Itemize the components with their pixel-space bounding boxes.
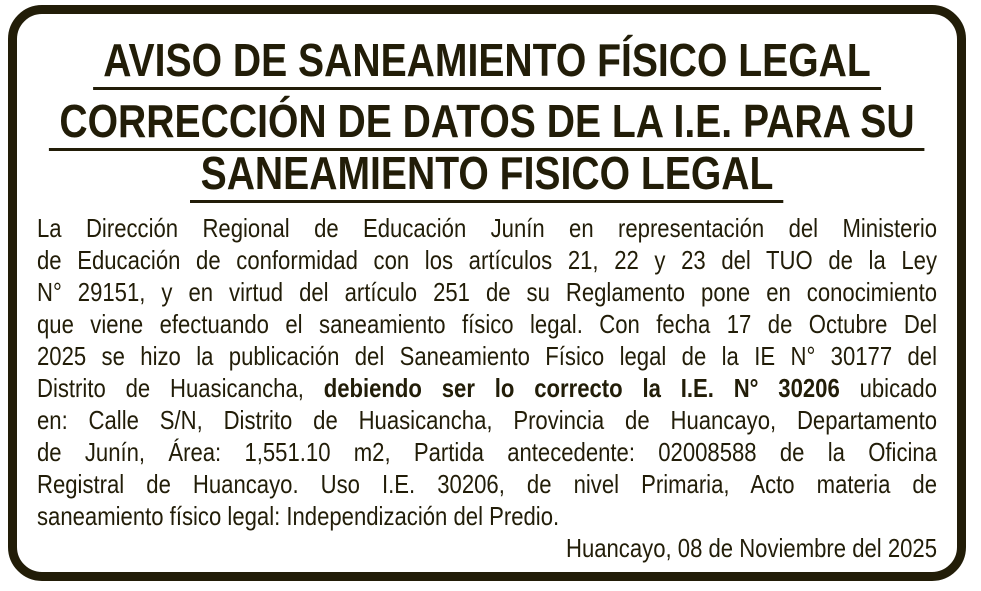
text-segment: Registral de Huancayo. Uso I.E. 30206, de nivel Primaria, Acto materia de — [37, 469, 938, 499]
text-segment: en: Calle S/N, Distrito de Huasicancha, Provincia de Huancayo, Departamento — [37, 405, 938, 435]
notice-title — [37, 34, 937, 90]
text-segment: La Dirección Regional de Educación Junín en representación del Ministerio — [37, 213, 938, 243]
text-segment: ubicado — [839, 373, 938, 403]
notice-border-frame — [8, 5, 966, 581]
notice-title-underlined-text: AVISO DE SANEAMIENTO FÍSICO LEGAL — [93, 38, 881, 90]
notice-subtitle-line-2 — [37, 147, 937, 203]
body-text-line — [37, 468, 937, 500]
text-segment: Huancayo, 08 de Noviembre del 2025 — [565, 533, 938, 563]
body-text-line — [37, 276, 937, 308]
body-text-line — [37, 340, 937, 372]
body-text-line — [37, 308, 937, 340]
body-text-line — [37, 212, 937, 244]
body-text-line — [37, 244, 937, 276]
bold-emphasis: debiendo ser lo correcto la I.E. N° 30206 — [323, 373, 840, 403]
text-segment: de Educación de conformidad con los artículos 21, 22 y 23 del TUO de la Ley — [37, 245, 938, 275]
notice-subtitle-line-2-underlined-text: SANEAMIENTO FISICO LEGAL — [190, 151, 783, 203]
notice-body — [37, 212, 937, 564]
body-text-line — [37, 436, 937, 468]
dateline — [37, 532, 937, 564]
text-segment: de Junín, Área: 1,551.10 m2, Partida antecedente: 02008588 de la Oficina — [37, 437, 938, 467]
text-segment: 2025 se hizo la publicación del Saneamiento Físico legal de la IE N° 30177 del — [37, 341, 938, 371]
text-segment: N° 29151, y en virtud del artículo 251 de su Reglamento pone en conocimiento — [37, 277, 938, 307]
body-text-line — [37, 404, 937, 436]
notice-subtitle-line-1 — [37, 95, 937, 151]
notice-content — [37, 34, 938, 564]
text-segment: saneamiento físico legal: Independización del Predio. — [37, 501, 560, 531]
text-segment: Distrito de Huasicancha, — [37, 373, 324, 403]
body-text-line — [37, 372, 937, 404]
text-segment: que viene efectuando el saneamiento físico legal. Con fecha 17 de Octubre Del — [37, 309, 938, 339]
notice-subtitle-line-1-underlined-text: CORRECCIÓN DE DATOS DE LA I.E. PARA SU — [49, 99, 925, 151]
body-text-line — [37, 500, 937, 532]
